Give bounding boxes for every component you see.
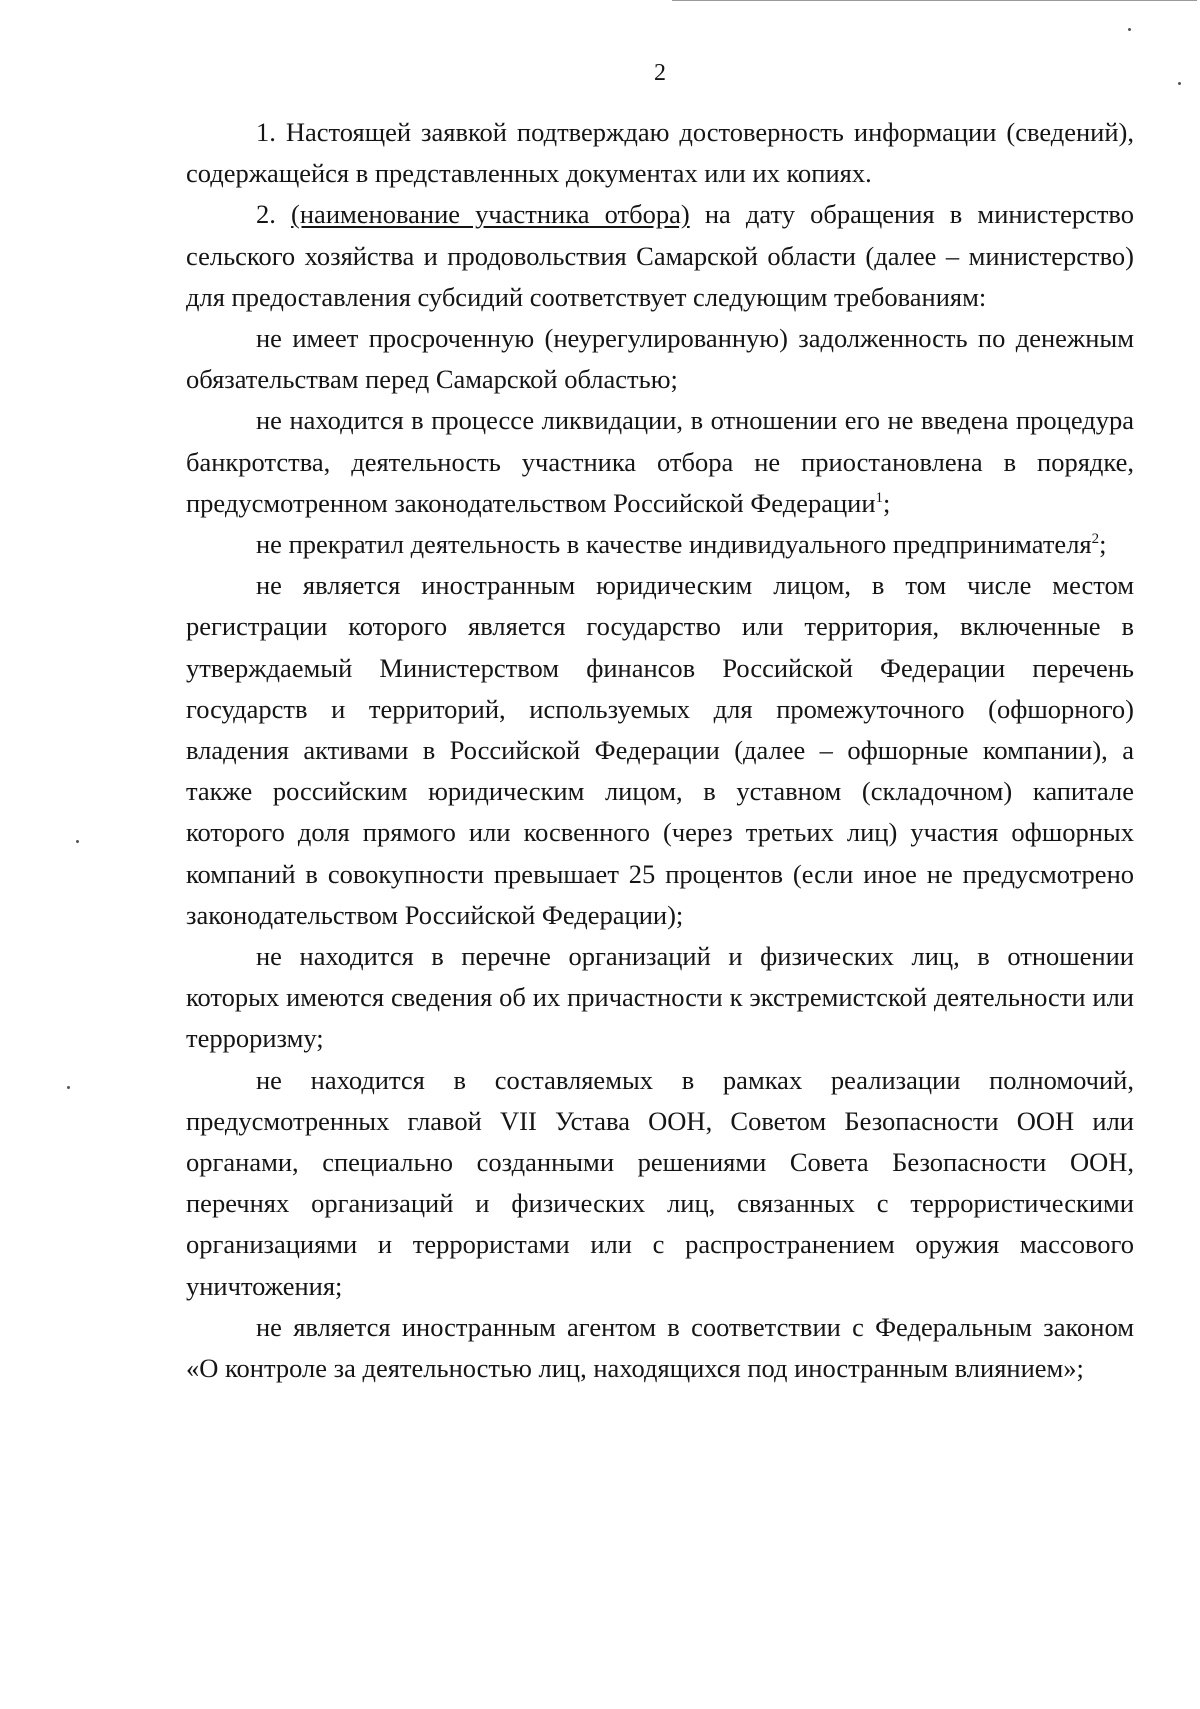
paragraph: не является иностранным агентом в соответствии с Федеральным законом «О контроле за деятельностью лиц, находящихся под иностранным влиянием»; bbox=[186, 1311, 1134, 1384]
scan-speck bbox=[76, 840, 79, 843]
paragraph: 2. (наименование участника отбора) на дату обращения в министерство сельского хозяйства и продовольствия Самарской области (далее – министерство) для предоставления субсидий соответствует следующим требованиям: bbox=[186, 199, 1135, 312]
scan-speck bbox=[67, 1086, 70, 1089]
footnote-mark: 1 bbox=[875, 489, 884, 506]
paragraph: не находится в составляемых в рамках реализации полномочий, предусмотренных главой VII Устава ООН, Советом Безопасности ООН или органами, специально созданными решениями Совета Безопасности ООН, перечнях организаций и физических лиц, связанных с террористическими организациями и террористами или с распространением оружия массового уничтожения; bbox=[186, 1064, 1134, 1301]
page-number: 2 bbox=[654, 60, 666, 86]
paragraph: не имеет просроченную (неурегулированную) задолженность по денежным обязательствам перед Самарской областью; bbox=[186, 323, 1134, 395]
paragraph: не находится в процессе ликвидации, в отношении его не введена процедура банкротства, деятельность участника отбора не приостановлена в порядке, предусмотренном законодательством Российской Федерации$^1$; bbox=[186, 405, 1134, 518]
paragraph: не находится в перечне организаций и физических лиц, в отношении которых имеются сведения об их причастности к экстремистской деятельности или терроризму; bbox=[186, 941, 1134, 1054]
paragraph: не является иностранным юридическим лицом, в том числе местом регистрации которого является государство или территория, включенные в утверждаемый Министерством финансов Российской Федерации перечень государств и территорий, используемых для промежуточного (офшорного) владения активами в Российской Федерации (далее – офшорные компании), а также российским юридическим лицом, в уставном (складочном) капитале которого доля прямого или косвенного (через третьих лиц) участия офшорных компаний в совокупности превышает 25 процентов (если иное не предусмотрено законодательством Российской Федерации); bbox=[186, 570, 1134, 930]
placeholder-participant-name: (наименование участника отбора) bbox=[291, 199, 690, 230]
paragraph: не прекратил деятельность в качестве индивидуального предпринимателя$^2$; bbox=[256, 529, 1107, 560]
document-body bbox=[186, 112, 1134, 1389]
paragraph: 1. Настоящей заявкой подтверждаю достоверность информации (сведений), содержащейся в представленных документах или их копиях. bbox=[186, 117, 1134, 189]
footnote-mark: 2 bbox=[1091, 531, 1100, 548]
scan-speck bbox=[1128, 28, 1131, 31]
scan-top-edge-line bbox=[672, 0, 1197, 1]
